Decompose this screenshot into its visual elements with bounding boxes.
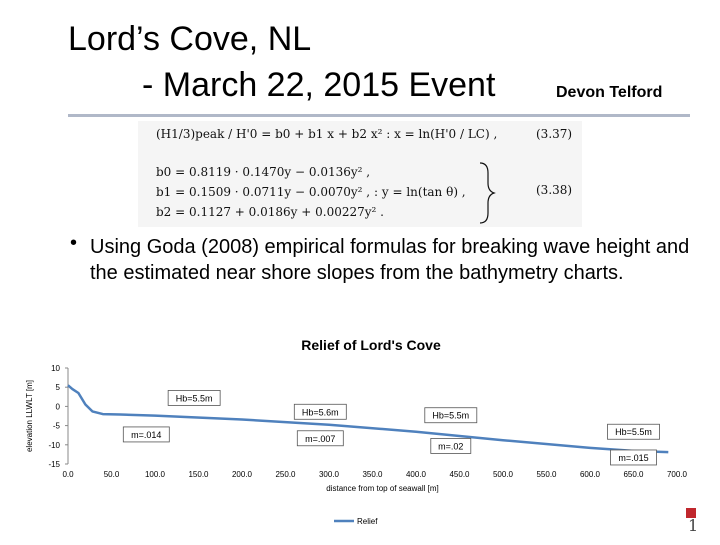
x-tick-label: 250.0 xyxy=(275,470,296,479)
formula-brace xyxy=(138,121,582,227)
x-tick-label: 0.0 xyxy=(62,470,74,479)
x-tick-label: 200.0 xyxy=(231,470,253,479)
annotation-label: m=.014 xyxy=(131,429,162,440)
goda-formula-image xyxy=(138,121,582,227)
formula-b0: b0 = 0.8119 · 0.1470y − 0.0136y² , xyxy=(156,165,371,179)
formula-b2: b2 = 0.1127 + 0.0186y + 0.00227y² . xyxy=(156,205,384,219)
y-tick-label: -10 xyxy=(48,440,60,450)
y-tick-label: -5 xyxy=(52,421,60,431)
bullet-text: Using Goda (2008) empirical formulas for breaking wave height and the estimated near shore slopes from the bathymetry charts. xyxy=(90,236,690,284)
x-tick-label: 150.0 xyxy=(188,470,209,479)
x-tick-label: 650.0 xyxy=(623,470,644,479)
x-tick-label: 500.0 xyxy=(492,470,514,479)
x-tick-label: 100.0 xyxy=(144,470,166,479)
y-tick-label: 5 xyxy=(55,383,60,393)
legend-label-relief: Relief xyxy=(357,517,378,526)
annotation-label: m=.015 xyxy=(618,452,649,463)
x-tick-label: 50.0 xyxy=(103,470,120,479)
x-tick-label: 350.0 xyxy=(362,470,383,479)
x-tick-label: 400.0 xyxy=(405,470,427,479)
formula-b1: b1 = 0.1509 · 0.0711y − 0.0070y² , xyxy=(156,185,371,199)
annotation-label: Hb=5.6m xyxy=(301,407,339,418)
y-tick-label: 10 xyxy=(51,364,60,373)
slide-title-line2: - March 22, 2015 Event xyxy=(142,66,496,104)
relief-chart-svg xyxy=(22,328,720,540)
x-tick-label: 600.0 xyxy=(579,470,601,479)
annotation-label: Hb=5.5m xyxy=(432,410,470,421)
bullet-icon: • xyxy=(70,232,78,254)
formula-eq2-number: (3.38) xyxy=(536,183,573,197)
relief-chart xyxy=(22,328,720,540)
formula-eq1: (H1/3)peak / H'0 = b0 + b1 x + b2 x² : x = ln(H'0 / LC) , xyxy=(156,127,498,141)
annotation-label: m=.007 xyxy=(305,433,336,444)
page-number: 1 xyxy=(688,516,699,535)
y-tick-label: -15 xyxy=(48,460,60,469)
formula-y-definition: : y = ln(tan θ) , xyxy=(374,185,466,199)
title-divider xyxy=(68,114,690,117)
y-tick-label: 0 xyxy=(55,402,60,412)
formula-eq1-number: (3.37) xyxy=(536,127,573,141)
annotation-label: m=.02 xyxy=(438,441,464,452)
x-axis-label: distance from top of seawall [m] xyxy=(326,484,439,493)
x-tick-label: 450.0 xyxy=(449,470,470,479)
author-name: Devon Telford xyxy=(556,84,663,101)
x-tick-label: 550.0 xyxy=(536,470,557,479)
annotation-label: Hb=5.5m xyxy=(175,393,213,404)
x-tick-label: 300.0 xyxy=(318,470,340,479)
slide-left-margin xyxy=(0,0,22,540)
annotation-label: Hb=5.5m xyxy=(615,427,652,438)
chart-title: Relief of Lord's Cove xyxy=(301,337,441,353)
slide-title-line1: Lord’s Cove, NL xyxy=(68,20,312,58)
y-axis-label: elevation LLWLT [m] xyxy=(25,379,34,453)
x-tick-label: 700.0 xyxy=(666,470,688,479)
